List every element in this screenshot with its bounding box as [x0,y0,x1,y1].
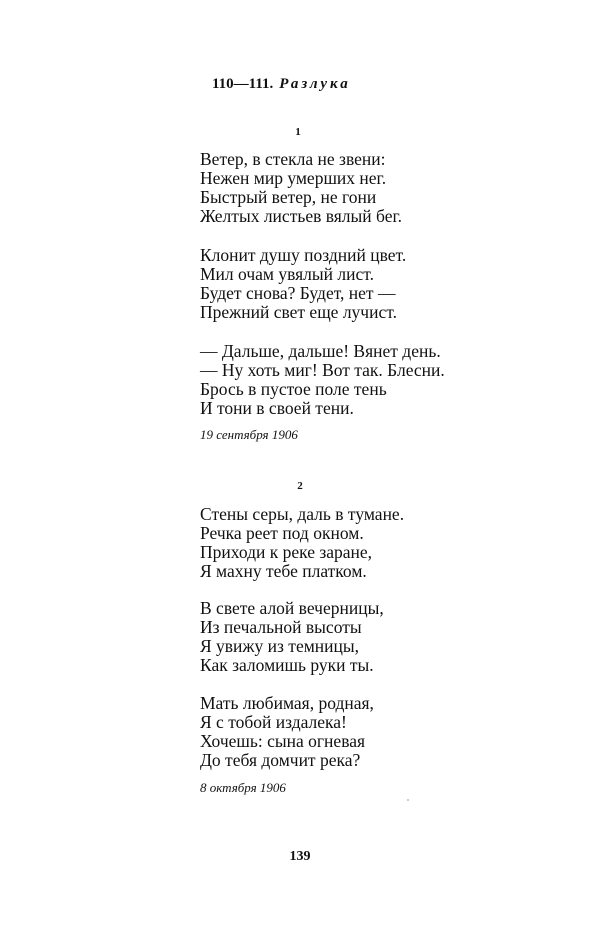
stanza-1-3 [200,342,445,418]
stanza-1-1 [200,150,402,226]
verse-line: Стены серы, даль в тумане. [200,504,405,524]
verse-line: Нежен мир умерших нег. [200,168,387,188]
poem-title-name: Разлука [279,76,351,92]
page-number: 139 [289,849,311,864]
paper-speck [407,799,409,801]
stanza-1-2 [200,246,406,322]
verse-line: Прежний свет еще лучист. [200,302,397,322]
verse-line: Хочешь: сына огневая [200,731,366,751]
verse-line: В свете алой вечерницы, [200,598,384,618]
verse-line: Речка реет под окном. [200,523,364,543]
verse-line: Я с тобой издалека! [200,712,347,732]
stanza-2-1 [200,505,404,581]
verse-line: — Дальше, дальше! Вянет день. [200,341,441,361]
verse-line: Брось в пустое поле тень [200,379,387,399]
poem-date-2: 8 октября 1906 [200,780,286,795]
part-number-2: 2 [297,480,303,492]
verse-line: Из печальной высоты [200,617,362,637]
verse-line: Мил очам увялый лист. [200,264,374,284]
verse-line: Ветер, в стекла не звени: [200,149,386,169]
poem-title [212,76,351,93]
verse-line: — Ну хоть миг! Вот так. Блесни. [200,360,445,380]
verse-line: Мать любимая, родная, [200,693,374,713]
verse-line: Клонит душу поздний цвет. [200,245,407,265]
poem-title-number: 110—111. [212,76,274,92]
verse-line: Желтых листьев вялый бег. [200,206,403,226]
verse-line: Быстрый ветер, не гони [200,187,377,207]
verse-line: Я махну тебе платком. [200,561,367,581]
verse-line: До тебя домчит река? [200,750,361,770]
stanza-2-2 [200,599,384,675]
verse-line: Приходи к реке заране, [200,542,373,562]
verse-line: Как заломишь руки ты. [200,655,374,675]
verse-line: Будет снова? Будет, нет — [200,283,396,303]
verse-line: И тони в своей тени. [200,398,354,418]
poem-date-1: 19 сентября 1906 [200,427,298,442]
stanza-2-3 [200,694,374,770]
part-number-1: 1 [295,126,301,138]
verse-line: Я увижу из темницы, [200,636,360,656]
